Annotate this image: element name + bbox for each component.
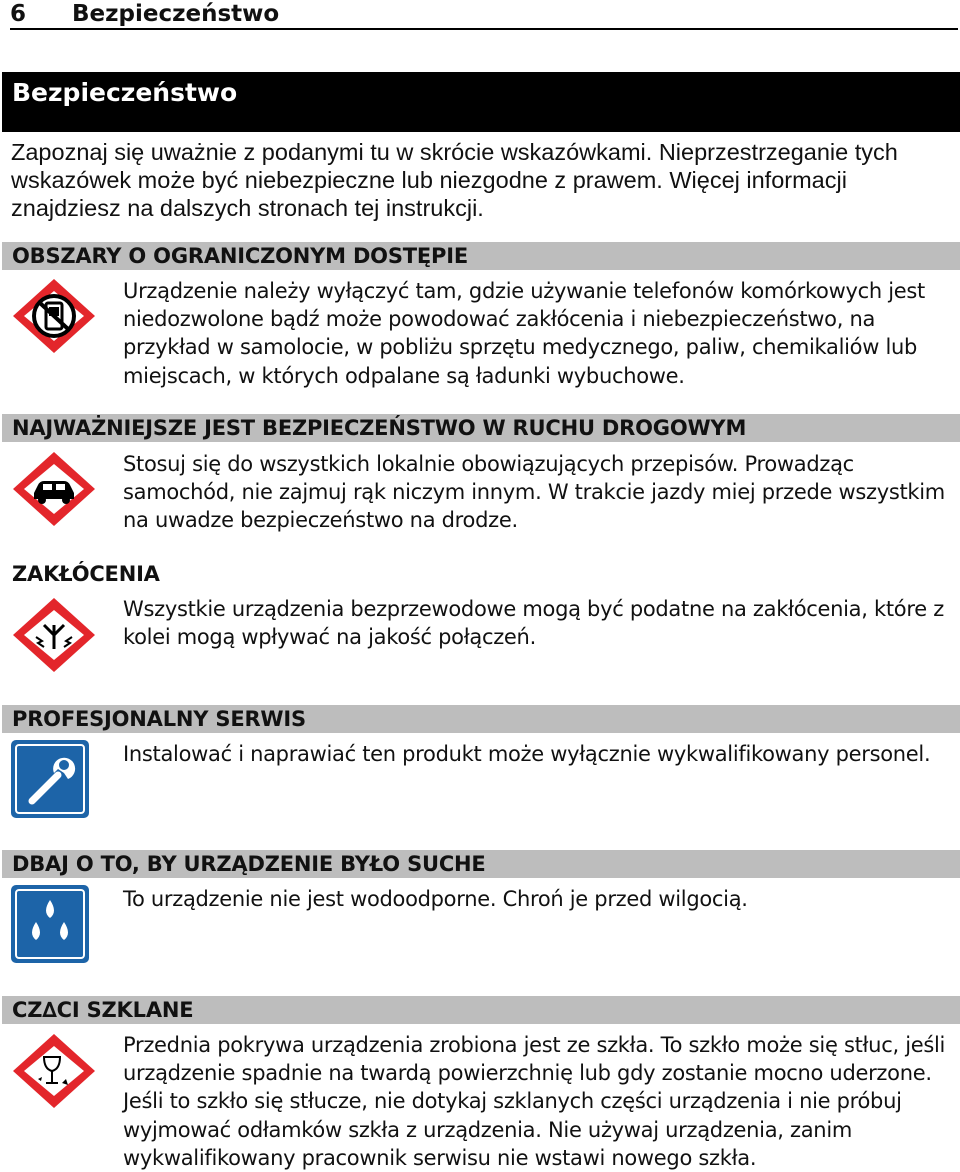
- no-phone-icon: [10, 276, 98, 356]
- wrench-icon: [10, 739, 90, 819]
- main-title: Bezpieczeństwo: [2, 72, 960, 132]
- section-heading-service: PROFESJONALNY SERWIS: [2, 705, 960, 733]
- section-heading-restricted-areas: OBSZARY O OGRANICZONYM DOSTĘPIE: [2, 242, 960, 270]
- section-text-keep-dry: To urządzenie nie jest wodoodporne. Chroń je przed wilgocią.: [123, 887, 748, 911]
- section-heading-keep-dry: DBAJ O TO, BY URZĄDZENIE BYŁO SUCHE: [2, 850, 960, 878]
- broken-glass-icon: [10, 1031, 98, 1111]
- intro-paragraph: Zapoznaj się uważnie z podanymi tu w skrócie wskazówkami. Nieprzestrzeganie tych wskazówek może być niebezpieczne lub niezgodne z prawem. Więcej informacji znajdziesz na dalszych stronach tej instrukcji.: [11, 139, 898, 221]
- water-drops-icon: [10, 884, 90, 964]
- section-text-service: Instalować i naprawiać ten produkt może wyłącznie wykwalifikowany personel.: [123, 742, 931, 766]
- section-text-road-safety: Stosuj się do wszystkich lokalnie obowiązujących przepisów. Prowadząc samochód, nie zajmuj rąk niczym innym. W trakcie jazdy miej przede wszystkim na uwadze bezpieczeństwo na drodze.: [123, 452, 945, 533]
- page-number: 6: [10, 1, 27, 27]
- section-heading-road-safety: NAJWAŻNIEJSZE JEST BEZPIECZEŃSTWO W RUCHU DROGOWYM: [2, 414, 960, 442]
- car-warning-icon: [10, 449, 98, 529]
- interference-icon: [10, 595, 98, 675]
- chapter-title: Bezpieczeństwo: [72, 1, 280, 27]
- section-heading-interference: ZAKŁÓCENIA: [2, 560, 960, 588]
- section-text-restricted-areas: Urządzenie należy wyłączyć tam, gdzie używanie telefonów komórkowych jest niedozwolone bądź może powodować zakłócenia i niebezpieczeństwo, na przykład w samolocie, w pobliżu sprzętu medycznego, paliw, chemikaliów lub miejscach, w których odpalane są ładunki wybuchowe.: [123, 279, 925, 388]
- section-heading-glass-parts: CZ∆CI SZKLANE: [2, 996, 960, 1024]
- section-text-glass-parts: Przednia pokrywa urządzenia zrobiona jest ze szkła. To szkło może się stłuc, jeśli urządzenie spadnie na twardą powierzchnię lub gdy zostanie mocno uderzone. Jeśli to szkło się stłucze, nie dotykaj szklanych części urządzenia i nie próbuj wyjmować odłamków szkła z urządzenia. Nie używaj urządzenia, zanim wykwalifikowany pracownik serwisu nie wstawi nowego szkła.: [123, 1033, 946, 1170]
- page-header: [10, 0, 958, 30]
- section-text-interference: Wszystkie urządzenia bezprzewodowe mogą być podatne na zakłócenia, które z kolei mogą wpływać na jakość połączeń.: [123, 597, 944, 650]
